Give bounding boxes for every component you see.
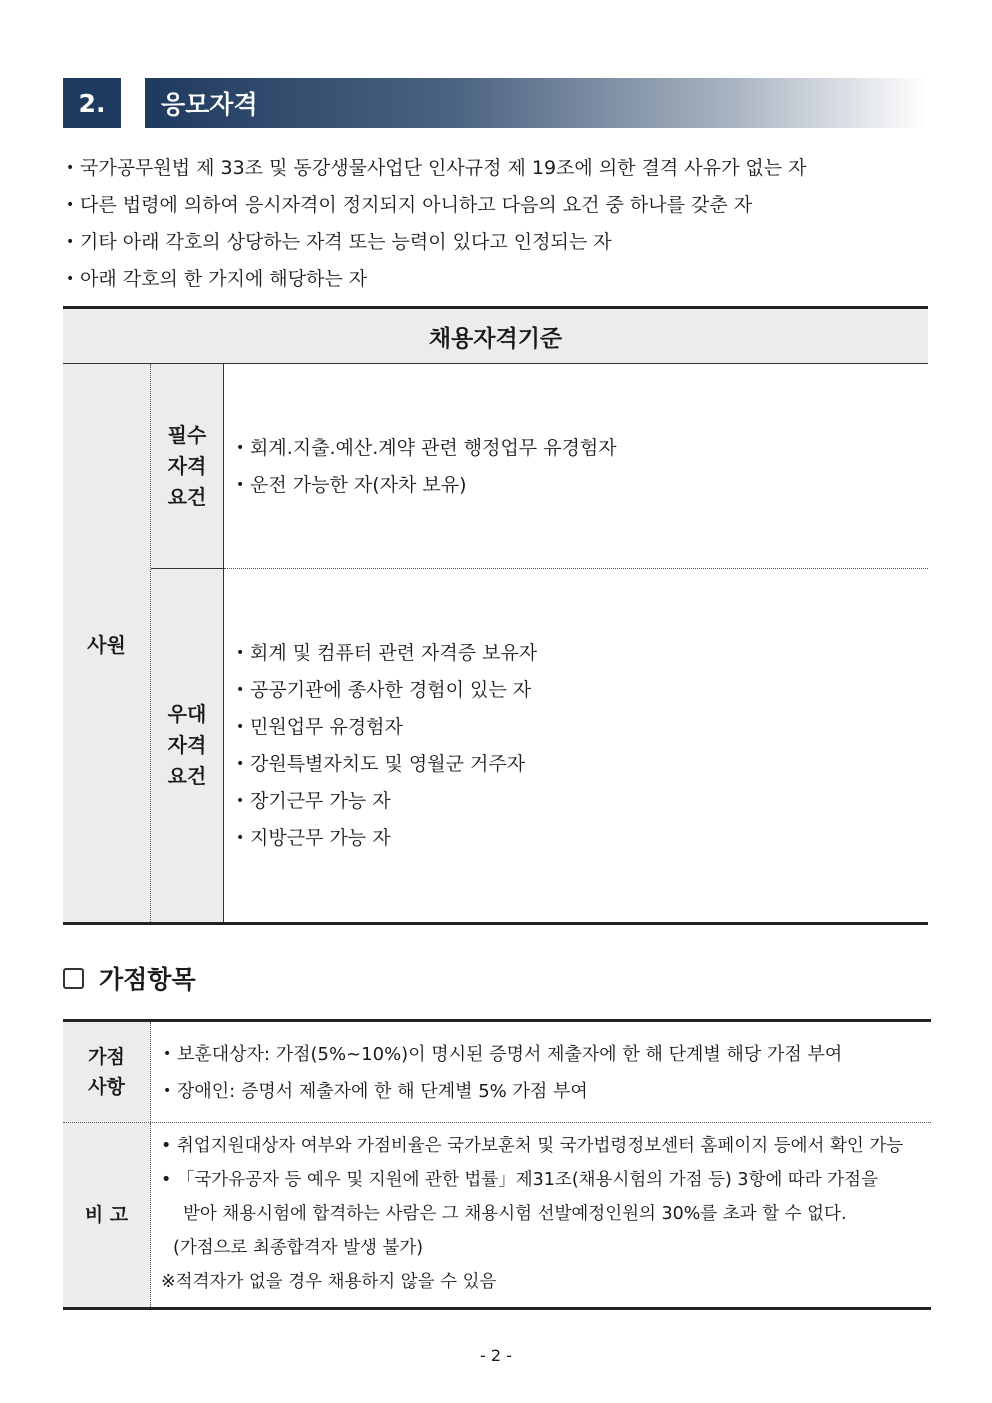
list-item: • 장기근무 가능 자	[236, 783, 537, 820]
bonus-section-heading	[63, 960, 196, 996]
bullet-icon: •	[66, 234, 75, 250]
preferred-label-cell: 우대 자격 요건	[151, 569, 224, 922]
bullet-icon: •	[236, 830, 245, 846]
table-row	[63, 1123, 931, 1307]
bonus-table	[63, 1019, 931, 1310]
list-item-continuation: 받아 채용시험에 합격하는 사람은 그 채용시험 선발예정인원의 30%를 초과 할 수 없다.	[183, 1204, 847, 1224]
list-item: • 강원특별자치도 및 영월군 거주자	[236, 746, 537, 783]
bullet-icon: •	[236, 440, 245, 456]
list-item: • 공공기관에 종사한 경험이 있는 자	[236, 672, 537, 709]
criteria-table-title: 채용자격기준	[63, 306, 928, 364]
remark-note: ※적격자가 없을 경우 채용하지 않을 수 있음	[161, 1272, 497, 1292]
required-content-cell	[224, 364, 928, 569]
bullet-icon: •	[236, 477, 245, 493]
list-item: • 아래 각호의 한 가지에 해당하는 자	[66, 261, 807, 298]
list-item: • 취업지원대상자 여부와 가점비율은 국가보훈처 및 국가법령정보센터 홈페이지 등에서 확인 가능	[161, 1136, 904, 1156]
list-item: • 운전 가능한 자(자차 보유)	[236, 467, 617, 504]
bullet-icon: •	[163, 1046, 172, 1062]
list-item: • 보훈대상자: 가점(5%~10%)이 명시된 증명서 제출자에 한 해 단계별 해당 가점 부여	[163, 1036, 931, 1073]
required-label-cell: 필수 자격 요건	[151, 364, 224, 569]
remarks-content-cell	[151, 1123, 931, 1307]
bullet-icon: •	[66, 197, 75, 213]
bullet-icon: •	[236, 793, 245, 809]
intro-bullet-list	[66, 150, 807, 298]
bullet-icon: •	[66, 160, 75, 176]
list-item: • 장애인: 증명서 제출자에 한 해 단계별 5% 가점 부여	[163, 1073, 931, 1110]
bullet-icon: •	[236, 645, 245, 661]
list-item: • 회계.지출.예산.계약 관련 행정업무 유경험자	[236, 430, 617, 467]
bonus-label-cell: 가점 사항	[63, 1022, 151, 1122]
list-item: • 국가공무원법 제 33조 및 동강생물사업단 인사규정 제 19조에 의한 결격 사유가 없는 자	[66, 150, 807, 187]
section-number: 2.	[63, 78, 121, 128]
list-item: • 지방근무 가능 자	[236, 820, 537, 857]
table-row	[63, 1022, 931, 1123]
bonus-section-title: 가점항목	[99, 965, 196, 994]
checkbox-square-icon	[63, 968, 84, 989]
section-title: 응모자격	[145, 78, 928, 128]
bullet-icon: •	[163, 1083, 172, 1099]
criteria-table	[63, 306, 928, 925]
preferred-content-cell	[224, 569, 928, 922]
bullet-icon: •	[236, 719, 245, 735]
list-item: • 기타 아래 각호의 상당하는 자격 또는 능력이 있다고 인정되는 자	[66, 224, 807, 261]
criteria-table-body	[63, 364, 928, 925]
bullet-icon: •	[236, 756, 245, 772]
position-cell: 사원	[63, 364, 151, 922]
remarks-label-cell: 비 고	[63, 1123, 151, 1307]
page-number: - 2 -	[480, 1346, 512, 1365]
list-item: • 회계 및 컴퓨터 관련 자격증 보유자	[236, 635, 537, 672]
list-item: • 다른 법령에 의하여 응시자격이 정지되지 아니하고 다음의 요건 중 하나를 갖춘 자	[66, 187, 807, 224]
bullet-icon: •	[66, 271, 75, 287]
list-item-note: (가점으로 최종합격자 발생 불가)	[173, 1238, 424, 1258]
bullet-icon: •	[236, 682, 245, 698]
list-item: • 민원업무 유경험자	[236, 709, 537, 746]
list-item: • 「국가유공자 등 예우 및 지원에 관한 법률」제31조(채용시험의 가점 등) 3항에 따라 가점을	[161, 1170, 878, 1190]
bonus-content-cell	[151, 1022, 931, 1122]
